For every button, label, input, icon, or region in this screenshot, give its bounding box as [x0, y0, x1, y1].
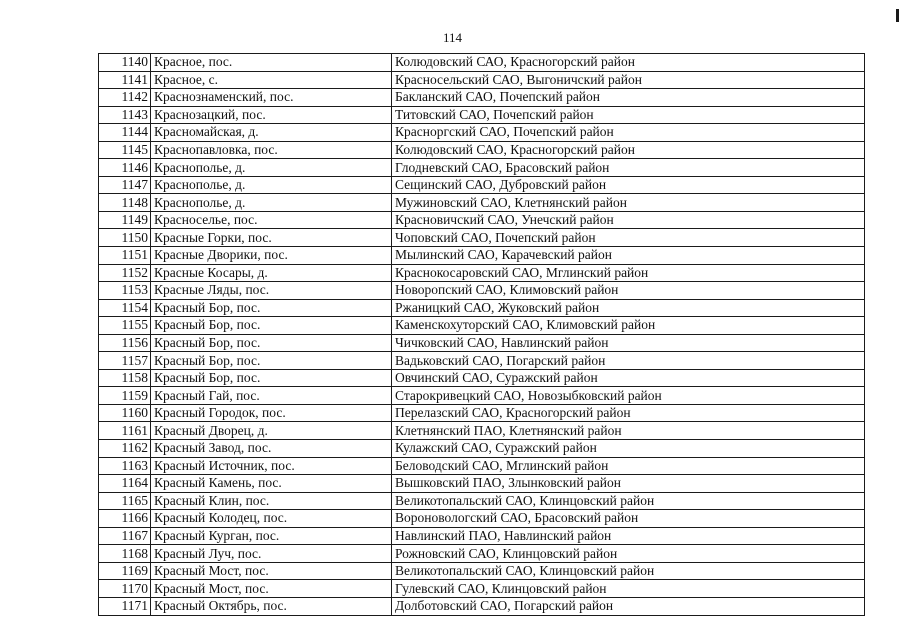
settlement-name: Красный Гай, пос. — [151, 387, 392, 405]
row-number: 1142 — [99, 89, 151, 107]
table-row — [99, 89, 865, 107]
table-row — [99, 422, 865, 440]
settlement-name: Краснополье, д. — [151, 176, 392, 194]
settlements-table-body — [99, 54, 865, 616]
administrative-area: Овчинский САО, Суражский район — [392, 369, 865, 387]
row-number: 1153 — [99, 282, 151, 300]
settlement-name: Красный Курган, пос. — [151, 527, 392, 545]
table-row — [99, 229, 865, 247]
administrative-area: Вадьковский САО, Погарский район — [392, 352, 865, 370]
administrative-area: Перелазский САО, Красногорский район — [392, 404, 865, 422]
row-number: 1162 — [99, 440, 151, 458]
row-number: 1148 — [99, 194, 151, 212]
row-number: 1143 — [99, 106, 151, 124]
settlement-name: Краснополье, д. — [151, 194, 392, 212]
row-number: 1140 — [99, 54, 151, 72]
administrative-area: Мужиновский САО, Клетнянский район — [392, 194, 865, 212]
settlement-name: Красный Луч, пос. — [151, 545, 392, 563]
table-row — [99, 106, 865, 124]
administrative-area: Гулевский САО, Клинцовский район — [392, 580, 865, 598]
settlement-name: Краснопавловка, пос. — [151, 141, 392, 159]
table-row — [99, 404, 865, 422]
settlement-name: Краснознаменский, пос. — [151, 89, 392, 107]
settlement-name: Красный Бор, пос. — [151, 352, 392, 370]
administrative-area: Мылинский САО, Карачевский район — [392, 247, 865, 265]
settlement-name: Красный Колодец, пос. — [151, 510, 392, 528]
table-row — [99, 159, 865, 177]
table-row — [99, 317, 865, 335]
row-number: 1171 — [99, 597, 151, 615]
table-row — [99, 369, 865, 387]
row-number: 1152 — [99, 264, 151, 282]
settlement-name: Красный Бор, пос. — [151, 334, 392, 352]
row-number: 1154 — [99, 299, 151, 317]
row-number: 1169 — [99, 562, 151, 580]
administrative-area: Чоповский САО, Почепский район — [392, 229, 865, 247]
administrative-area: Краснокосаровский САО, Мглинский район — [392, 264, 865, 282]
administrative-area: Беловодский САО, Мглинский район — [392, 457, 865, 475]
table-row — [99, 527, 865, 545]
administrative-area: Навлинский ПАО, Навлинский район — [392, 527, 865, 545]
table-row — [99, 54, 865, 72]
row-number: 1147 — [99, 176, 151, 194]
settlement-name: Красный Дворец, д. — [151, 422, 392, 440]
administrative-area: Колюдовский САО, Красногорский район — [392, 141, 865, 159]
table-row — [99, 492, 865, 510]
table-row — [99, 264, 865, 282]
administrative-area: Сещинский САО, Дубровский район — [392, 176, 865, 194]
settlement-name: Красное, с. — [151, 71, 392, 89]
administrative-area: Титовский САО, Почепский район — [392, 106, 865, 124]
settlement-name: Красные Горки, пос. — [151, 229, 392, 247]
settlement-name: Красное, пос. — [151, 54, 392, 72]
table-row — [99, 282, 865, 300]
settlement-name: Красный Клин, пос. — [151, 492, 392, 510]
settlement-name: Красный Камень, пос. — [151, 475, 392, 493]
row-number: 1165 — [99, 492, 151, 510]
table-row — [99, 71, 865, 89]
settlement-name: Красный Октябрь, пос. — [151, 597, 392, 615]
page-number: 114 — [442, 30, 463, 45]
administrative-area: Вороновологский САО, Брасовский район — [392, 510, 865, 528]
table-row — [99, 457, 865, 475]
table-row — [99, 562, 865, 580]
table-row — [99, 545, 865, 563]
row-number: 1163 — [99, 457, 151, 475]
table-row — [99, 211, 865, 229]
table-row — [99, 580, 865, 598]
table-row — [99, 352, 865, 370]
administrative-area: Клетнянский ПАО, Клетнянский район — [392, 422, 865, 440]
row-number: 1166 — [99, 510, 151, 528]
row-number: 1156 — [99, 334, 151, 352]
settlement-name: Красноселье, пос. — [151, 211, 392, 229]
settlement-name: Красный Источник, пос. — [151, 457, 392, 475]
settlement-name: Красный Городок, пос. — [151, 404, 392, 422]
administrative-area: Старокривецкий САО, Новозыбковский район — [392, 387, 865, 405]
administrative-area: Красносельский САО, Выгоничский район — [392, 71, 865, 89]
settlement-name: Краснозацкий, пос. — [151, 106, 392, 124]
settlement-name: Красный Бор, пос. — [151, 369, 392, 387]
settlement-name: Красномайская, д. — [151, 124, 392, 142]
administrative-area: Кулажский САО, Суражский район — [392, 440, 865, 458]
administrative-area: Колюдовский САО, Красногорский район — [392, 54, 865, 72]
scan-edge-mark — [896, 9, 899, 22]
table-row — [99, 176, 865, 194]
table-row — [99, 141, 865, 159]
table-row — [99, 247, 865, 265]
administrative-area: Чичковский САО, Навлинский район — [392, 334, 865, 352]
administrative-area: Долботовский САО, Погарский район — [392, 597, 865, 615]
row-number: 1144 — [99, 124, 151, 142]
settlement-name: Красный Мост, пос. — [151, 580, 392, 598]
row-number: 1159 — [99, 387, 151, 405]
administrative-area: Красноргский САО, Почепский район — [392, 124, 865, 142]
settlement-name: Красные Косары, д. — [151, 264, 392, 282]
row-number: 1146 — [99, 159, 151, 177]
table-row — [99, 334, 865, 352]
row-number: 1167 — [99, 527, 151, 545]
settlement-name: Красный Бор, пос. — [151, 299, 392, 317]
table-row — [99, 299, 865, 317]
table-row — [99, 597, 865, 615]
row-number: 1164 — [99, 475, 151, 493]
administrative-area: Новоропский САО, Климовский район — [392, 282, 865, 300]
administrative-area: Великотопальский САО, Клинцовский район — [392, 562, 865, 580]
settlement-name: Красный Мост, пос. — [151, 562, 392, 580]
settlement-name: Красный Завод, пос. — [151, 440, 392, 458]
row-number: 1157 — [99, 352, 151, 370]
row-number: 1141 — [99, 71, 151, 89]
administrative-area: Рожновский САО, Клинцовский район — [392, 545, 865, 563]
settlement-name: Красный Бор, пос. — [151, 317, 392, 335]
administrative-area: Вышковский ПАО, Злынковский район — [392, 475, 865, 493]
row-number: 1161 — [99, 422, 151, 440]
administrative-area: Ржаницкий САО, Жуковский район — [392, 299, 865, 317]
administrative-area: Великотопальский САО, Клинцовский район — [392, 492, 865, 510]
table-row — [99, 124, 865, 142]
row-number: 1158 — [99, 369, 151, 387]
row-number: 1155 — [99, 317, 151, 335]
settlement-name: Красные Ляды, пос. — [151, 282, 392, 300]
table-row — [99, 194, 865, 212]
row-number: 1168 — [99, 545, 151, 563]
table-row — [99, 475, 865, 493]
row-number: 1149 — [99, 211, 151, 229]
administrative-area: Глодневский САО, Брасовский район — [392, 159, 865, 177]
row-number: 1170 — [99, 580, 151, 598]
row-number: 1145 — [99, 141, 151, 159]
table-row — [99, 387, 865, 405]
administrative-area: Бакланский САО, Почепский район — [392, 89, 865, 107]
administrative-area: Каменскохуторский САО, Климовский район — [392, 317, 865, 335]
table-row — [99, 440, 865, 458]
administrative-area: Красновичский САО, Унечский район — [392, 211, 865, 229]
row-number: 1151 — [99, 247, 151, 265]
row-number: 1150 — [99, 229, 151, 247]
settlements-table — [98, 53, 865, 616]
row-number: 1160 — [99, 404, 151, 422]
settlement-name: Красные Дворики, пос. — [151, 247, 392, 265]
table-row — [99, 510, 865, 528]
settlement-name: Краснополье, д. — [151, 159, 392, 177]
